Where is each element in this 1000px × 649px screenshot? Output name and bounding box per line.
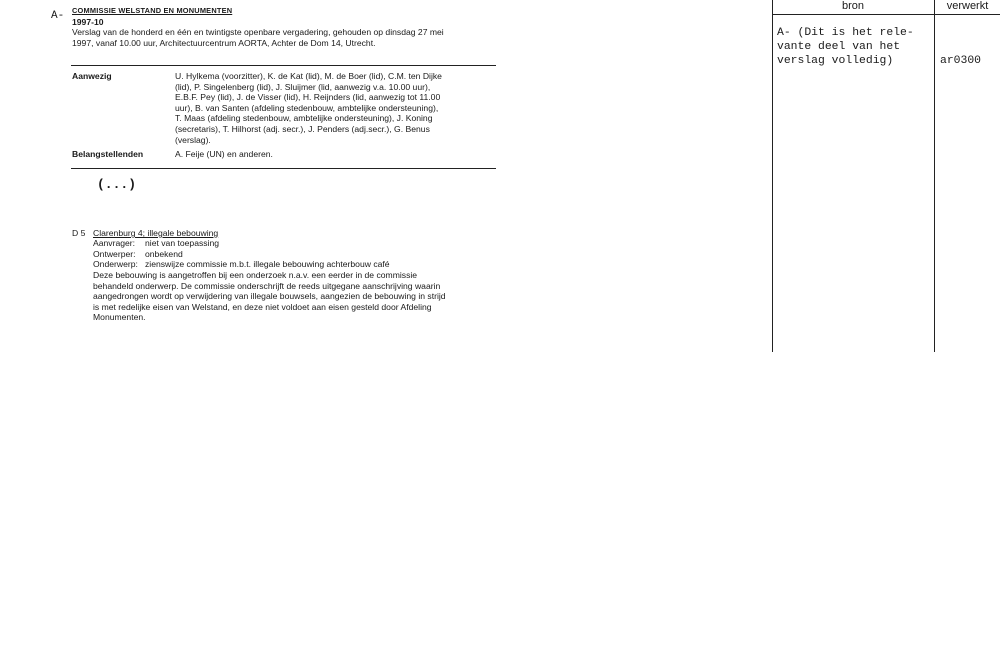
- table-header-rule: [772, 14, 1000, 15]
- present-line: E.B.F. Pey (lid), J. de Visser (lid), H. Reijnders (lid, aanwezig tot 11.00: [175, 92, 441, 103]
- present-line: uur), B. van Santen (afdeling stedenbouw, ambtelijke ondersteuning),: [175, 102, 439, 113]
- present-list: [175, 71, 505, 145]
- field-value: zienswijze commissie m.b.t. illegale bebouwing achterbouw café: [145, 259, 390, 270]
- body-line: aangedrongen wordt op verwijdering van illegale bouwsels, aangezien de bebouwing in strijd: [93, 291, 446, 302]
- field-value: onbekend: [145, 248, 183, 259]
- processed-code: ar0300: [940, 55, 982, 67]
- body-line: Monumenten.: [93, 312, 146, 323]
- meeting-code: 1997-10: [72, 17, 104, 27]
- stakeholders-label: Belangstellenden: [72, 149, 144, 159]
- table-left-border: [772, 0, 773, 352]
- header-bron: bron: [841, 0, 865, 12]
- field-label: Aanvrager:: [93, 238, 136, 248]
- intro-line: 1997, vanaf 10.00 uur, Architectuurcentrum AORTA, Achter de Dom 14, Utrecht.: [72, 37, 376, 48]
- margin-table: [760, 0, 1000, 360]
- body-line: is met redelijke eisen van Welstand, en deze niet voldoet aan eisen gesteld door Afdeling: [93, 301, 432, 312]
- present-line: (secretaris), T. Hilhorst (adj. secr.), J. Penders (adj.secr.), G. Benus: [175, 123, 430, 134]
- item-fields: [93, 238, 493, 270]
- present-line: (verslag).: [175, 134, 211, 145]
- source-line: verslag volledig): [777, 55, 894, 68]
- present-line: (lid), P. Singelenberg (lid), J. Sluijmer (lid, aanwezig v.a. 10.00 uur),: [175, 81, 431, 92]
- present-line: T. Maas (afdeling stedenbouw, ambtelijke ondersteuning), J. Koning: [175, 113, 433, 124]
- intro-line: Verslag van de honderd en één en twintigste openbare vergadering, gehouden op dinsdag 27 mei: [72, 27, 444, 37]
- committee-title: COMMISSIE WELSTAND EN MONUMENTEN: [72, 6, 233, 15]
- body-line: behandeld onderwerp. De commissie onderschrijft de reeds uitgegane aanschrijving waarin: [93, 280, 441, 291]
- item-number: D 5: [72, 228, 86, 238]
- header-verwerkt: verwerkt: [946, 0, 989, 12]
- document-left: [0, 0, 520, 360]
- divider-bottom: [71, 168, 496, 169]
- present-label: Aanwezig: [72, 71, 112, 81]
- stakeholders-value: A. Feije (UN) en anderen.: [175, 149, 273, 159]
- source-line: A- (Dit is het rele-: [777, 27, 914, 39]
- item-body: [93, 270, 513, 323]
- section-marker: A-: [51, 10, 65, 22]
- item-title: Clarenburg 4; illegale bebouwing: [93, 228, 219, 238]
- ellipsis-marker: (...): [97, 177, 137, 192]
- body-line: Deze bebouwing is aangetroffen bij een onderzoek n.a.v. een eerder in de commissie: [93, 270, 418, 280]
- source-note: [777, 26, 932, 69]
- table-column-divider: [934, 0, 935, 352]
- field-label: Onderwerp:: [93, 259, 138, 270]
- divider-top: [71, 65, 496, 66]
- field-label: Ontwerper:: [93, 248, 136, 259]
- present-line: U. Hylkema (voorzitter), K. de Kat (lid), M. de Boer (lid), C.M. ten Dijke: [175, 71, 442, 81]
- source-line: vante deel van het: [777, 41, 901, 54]
- intro-text: [72, 27, 512, 48]
- field-value: niet van toepassing: [145, 238, 220, 248]
